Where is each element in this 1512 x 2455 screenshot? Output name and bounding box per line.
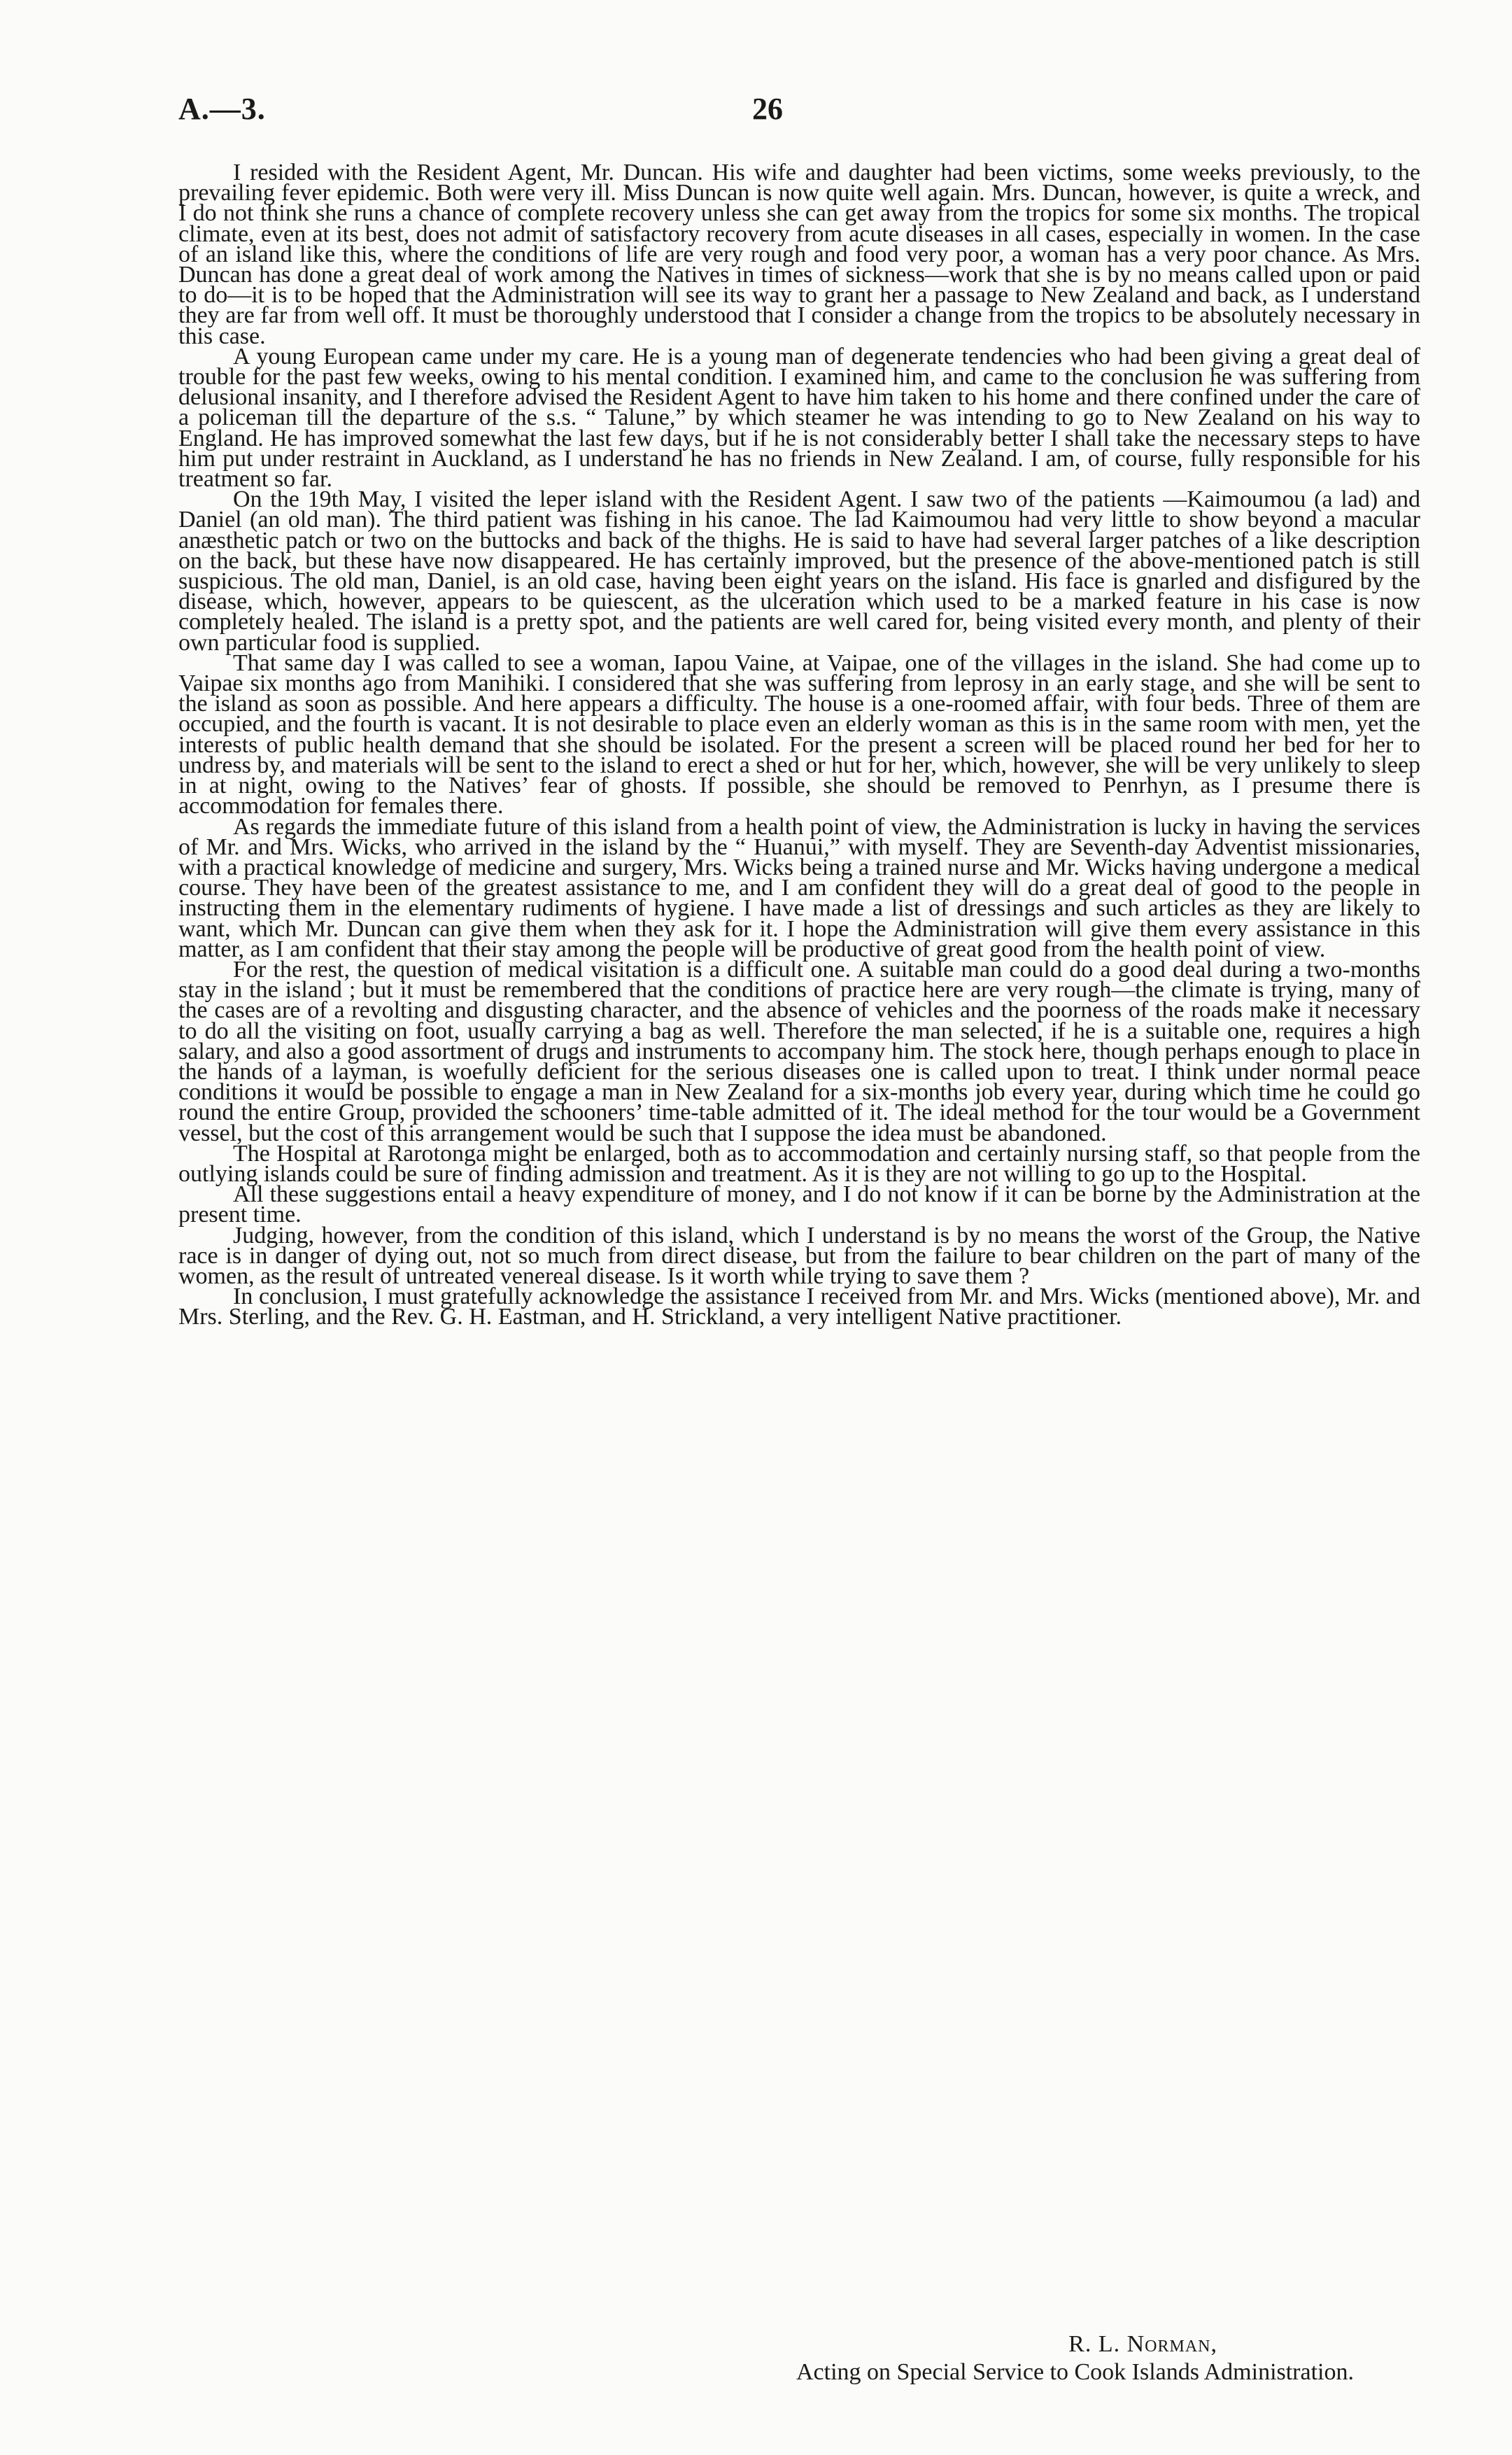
report-body <box>178 162 1420 1328</box>
signature-block <box>178 2330 1420 2386</box>
paragraph-wicks-missionaries: As regards the immediate future of this island from a health point of view, the Administration is lucky in having the services of Mr. and Mrs. Wicks, who arrived in the island by the “ Huanui,” with myself. They are Seventh-day Adventist missionaries, with a practical knowledge of medicine and surgery, Mrs. Wicks being a trained nurse and Mr. Wicks having undergone a medical course. They have been of the greatest assistance to me, and I am confident they will do a great deal of good to the people in instructing them in the elementary rudiments of hygiene. I have made a list of dressings and such articles as they are likely to want, which Mr. Duncan can give them when they ask for it. I hope the Administration will give them every assistance in this matter, as I am confident that their stay among the people will be productive of great good from the health point of view. <box>178 813 1420 962</box>
page-header <box>178 91 1420 140</box>
page-number: 26 <box>752 92 783 126</box>
paragraph-medical-visitation: For the rest, the question of medical visitation is a difficult one. A suitable man could do a good deal during a two-months stay in the island ; but it must be remembered that the conditions of practice here are very rough—the climate is trying, many of the cases are of a revolting and disgusting character, and the absence of vehicles and the poorness of the roads make it necessary to do all the visiting on foot, usually carrying a bag as well. Therefore the man selected, if he is a suitable one, requires a high salary, and also a good assortment of drugs and instruments to accompany him. The stock here, though perhaps enough to place in the hands of a layman, is woefully deficient for the serious diseases one is called upon to treat. I think under normal peace conditions it would be possible to engage a man in New Zealand for a six-months job every year, during which time he could go round the entire Group, provided the schooners’ time-table admitted of it. The ideal method for the tour would be a Government vessel, but the cost of this arrangement would be such that I suppose the idea must be abandoned. <box>178 956 1420 1146</box>
paragraph-hospital-rarotonga: The Hospital at Rarotonga might be enlarged, both as to accommodation and certainly nursing staff, so that people from the outlying islands could be sure of finding admission and treatment. As it is they are not willing to go up to the Hospital. <box>178 1140 1420 1187</box>
document-code: A.—3. <box>178 92 266 126</box>
paragraph-leper-island: On the 19th May, I visited the leper island with the Resident Agent. I saw two of the patients —Kaimoumou (a lad) and Daniel (an old man). The third patient was fishing in his canoe. The lad Kaimoumou had very little to show beyond a macular anæsthetic patch or two on the buttocks and back of the thighs. He is said to have had several larger patches of a like description on the back, but these have now disappeared. He has certainly improved, but the presence of the above-mentioned patch is still suspicious. The old man, Daniel, is an old case, having been eight years on the island. His face is gnarled and disfigured by the disease, which, however, appears to be quiescent, as the ulceration which used to be a marked feature in his case is now completely healed. The island is a pretty spot, and the patients are well cared for, being visited every month, and plenty of their own particular food is supplied. <box>178 486 1420 656</box>
paragraph-iapou-vaine: That same day I was called to see a woman, Iapou Vaine, at Vaipae, one of the villages in the island. She had come up to Vaipae six months ago from Manihiki. I considered that she was suffering from leprosy in an early stage, and she will be sent to the island as soon as possible. And here appears a difficulty. The house is a one-roomed affair, with four beds. Three of them are occupied, and the fourth is vacant. It is not desirable to place even an elderly woman as this is in the same room with men, yet the interests of public health demand that she should be isolated. For the present a screen will be placed round her bed for her to undress by, and materials will be sent to the island to erect a shed or hut for her, which, however, she will be very unlikely to sleep in at night, owing to the Natives’ fear of ghosts. If possible, she should be removed to Penrhyn, as I presume there is accommodation for females there. <box>178 649 1420 819</box>
signatory-title: Acting on Special Service to Cook Islands Administration. <box>796 2359 1354 2385</box>
paragraph-resident-agent: I resided with the Resident Agent, Mr. Duncan. His wife and daughter had been victims, some weeks previously, to the prevailing fever epidemic. Both were very ill. Miss Duncan is now quite well again. Mrs. Duncan, however, is quite a wreck, and I do not think she runs a chance of complete recovery unless she can get away from the tropics for some six months. The tropical climate, even at its best, does not admit of satisfactory recovery from acute diseases in all cases, especially in women. In the case of an island like this, where the conditions of life are very rough and food very poor, a woman has a very poor chance. As Mrs. Duncan has done a great deal of work among the Natives in times of sickness—work that she is by no means called upon or paid to do—it is to be hoped that the Administration will see its way to grant her a passage to New Zealand and back, as I understand they are far from well off. It must be thoroughly understood that I consider a change from the tropics to be absolutely necessary in this case. <box>178 160 1420 349</box>
paragraph-expenditure: All these suggestions entail a heavy expenditure of money, and I do not know if it can be borne by the Administration at the present time. <box>178 1181 1420 1228</box>
paragraph-conclusion: In conclusion, I must gratefully acknowledge the assistance I received from Mr. and Mrs. Wicks (mentioned above), Mr. and Mrs. Sterling, and the Rev. G. H. Eastman, and H. Strickland, a very intelligent Native practitioner. <box>178 1283 1420 1330</box>
paragraph-native-race: Judging, however, from the condition of this island, which I understand is by no means the worst of the Group, the Native race is in danger of dying out, not so much from direct disease, but from the failure to bear children on the part of many of the women, as the result of untreated venereal disease. Is it worth while trying to save them ? <box>178 1222 1420 1289</box>
signatory-name: R. L. Norman, <box>1068 2331 1217 2357</box>
paragraph-young-european: A young European came under my care. He is a young man of degenerate tendencies who had been giving a great deal of trouble for the past few weeks, owing to his mental condition. I examined him, and came to the conclusion he was suffering from delusional insanity, and I therefore advised the Resident Agent to have him taken to his home and there confined under the care of a policeman till the departure of the s.s. “ Talune,” by which steamer he was intending to go to New Zealand on his way to England. He has improved somewhat the last few days, but if he is not considerably better I shall take the necessary steps to have him put under restraint in Auckland, as I understand he has no friends in New Zealand. I am, of course, fully responsible for his treatment so far. <box>178 343 1420 493</box>
